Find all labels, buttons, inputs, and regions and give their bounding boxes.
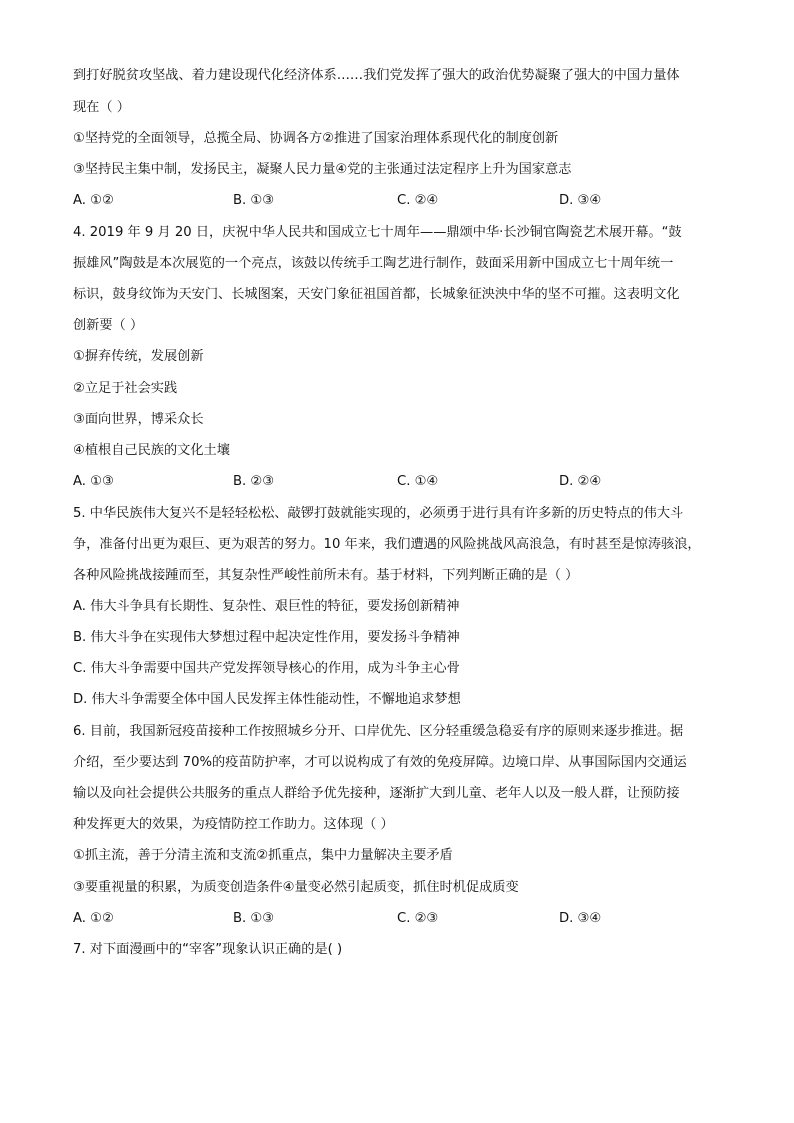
q6-stem-line-3: 输以及向社会提供公共服务的重点人群给予优先接种，逐渐扩大到儿童、老年人以及一般人群，让预防接 (73, 786, 680, 801)
q5-stem-line-1: 5. 中华民族伟大复兴不是轻轻松松、敲锣打鼓就能实现的，必须勇于进行具有许多新的历史特点的伟大斗 (73, 506, 684, 521)
q5-option-b[interactable]: B. 伟大斗争在实现伟大梦想过程中起决定性作用，要发扬斗争精神 (73, 630, 460, 645)
q5-stem-line-3: 各种风险挑战接踵而至，其复杂性严峻性前所未有。基于材料，下列判断正确的是（ ） (73, 568, 579, 583)
q4-stem-line-3: 标识，鼓身纹饰为天安门、长城图案，天安门象征祖国首都，长城象征泱泱中华的坚不可摧。这表明文化 (73, 287, 680, 302)
q5-option-d[interactable]: D. 伟大斗争需要全体中国人民发挥主体性能动性，不懈地追求梦想 (73, 692, 461, 707)
q6-statements-line-2: ③要重视量的积累，为质变创造条件④量变必然引起质变，抓住时机促成质变 (73, 880, 519, 895)
q4-statement-2: ②立足于社会实践 (73, 381, 178, 396)
q7-stem-line-1: 7. 对下面漫画中的“宰客”现象认识正确的是( ) (73, 942, 343, 957)
q3-stem-line-1: 到打好脱贫攻坚战、着力建设现代化经济体系……我们党发挥了强大的政治优势凝聚了强大的中国力量体 (73, 68, 680, 83)
q3-option-b[interactable]: B. ①③ (233, 193, 275, 208)
q5-stem-line-2: 争，准备付出更为艰巨、更为艰苦的努力。10 年来，我们遭遇的风险挑战风高浪急，有时甚至是惊涛骇浪， (73, 537, 701, 552)
q6-option-c[interactable]: C. ②③ (397, 911, 439, 926)
q4-stem-line-4: 创新要（ ） (73, 318, 144, 333)
q4-stem-line-2: 振雄风”陶鼓是本次展览的一个亮点，该鼓以传统手工陶艺进行制作，鼓面采用新中国成立七十周年统一 (73, 256, 674, 271)
q4-option-c[interactable]: C. ①④ (397, 474, 439, 489)
q6-stem-line-4: 种发挥更大的效果，为疫情防控工作助力。这体现（ ） (73, 817, 394, 832)
q3-option-d[interactable]: D. ③④ (559, 193, 602, 208)
q5-option-a[interactable]: A. 伟大斗争具有长期性、复杂性、艰巨性的特征，要发扬创新精神 (73, 599, 460, 614)
q3-statements-line-2: ③坚持民主集中制，发扬民主，凝聚人民力量④党的主张通过法定程序上升为国家意志 (73, 162, 572, 177)
q4-option-a[interactable]: A. ①③ (73, 474, 114, 489)
q6-option-b[interactable]: B. ①③ (233, 911, 275, 926)
q6-statements-line-1: ①抓主流，善于分清主流和支流②抓重点，集中力量解决主要矛盾 (73, 848, 453, 863)
q3-option-a[interactable]: A. ①② (73, 193, 114, 208)
q4-option-b[interactable]: B. ②③ (233, 474, 275, 489)
q4-statement-1: ①摒弃传统，发展创新 (73, 349, 204, 364)
q4-statement-3: ③面向世界，博采众长 (73, 412, 204, 427)
q3-option-c[interactable]: C. ②④ (397, 193, 439, 208)
q6-option-a[interactable]: A. ①② (73, 911, 114, 926)
q4-option-d[interactable]: D. ②④ (559, 474, 602, 489)
q5-option-c[interactable]: C. 伟大斗争需要中国共产党发挥领导核心的作用，成为斗争主心骨 (73, 661, 460, 676)
q4-options (73, 472, 743, 492)
q4-statement-4: ④植根自己民族的文化土壤 (73, 443, 230, 458)
q3-options (73, 191, 743, 211)
q6-stem-line-1: 6. 目前，我国新冠疫苗接种工作按照城乡分开、口岸优先、区分轻重缓急稳妥有序的原则来逐步推进。据 (73, 724, 684, 739)
q6-option-d[interactable]: D. ③④ (559, 911, 602, 926)
q3-stem-line-2: 现在（ ） (73, 100, 130, 115)
q4-stem-line-1: 4. 2019 年 9 月 20 日，庆祝中华人民共和国成立七十周年——鼎颂中华·长沙铜官陶瓷艺术展开幕。“鼓 (73, 225, 682, 240)
q3-statements-line-1: ①坚持党的全面领导，总揽全局、协调各方②推进了国家治理体系现代化的制度创新 (73, 131, 559, 146)
q6-options (73, 909, 743, 929)
q6-stem-line-2: 介绍，至少要达到 70%的疫苗防护率，才可以说构成了有效的免疫屏障。边境口岸、从事国际国内交通运 (73, 755, 687, 770)
